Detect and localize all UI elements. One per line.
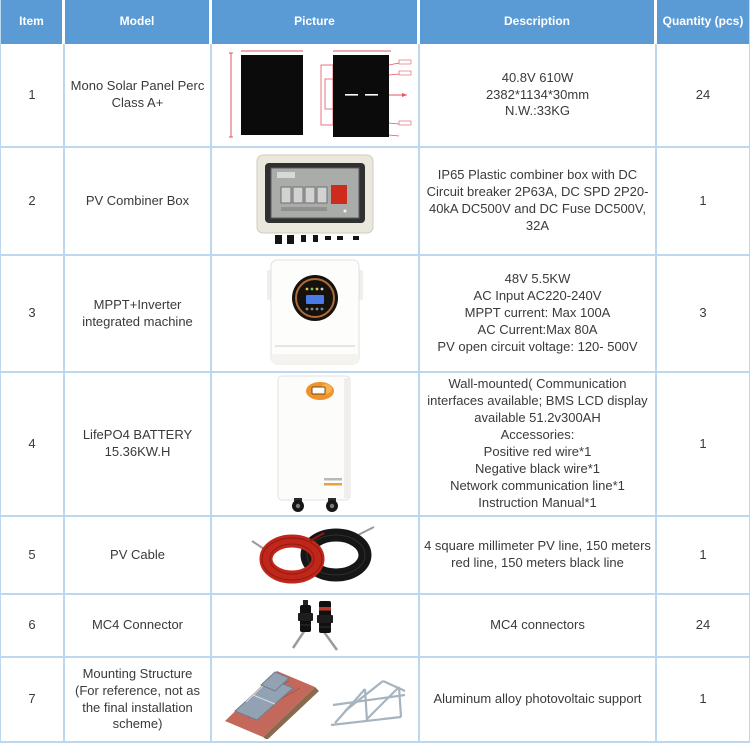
- description: MC4 connectors: [420, 595, 657, 658]
- description: Wall-mounted( Communication interfaces available; BMS LCD display available 51.2v300AH Accessories: Positive red wire*1 Negative black wire*1 Network communication line*1 Instruction Manual*1: [420, 373, 657, 517]
- roof-and-ground-mounting-structure-icon: [215, 661, 415, 739]
- description: 40.8V 610W 2382*1134*30mm N.W.:33KG: [420, 44, 657, 148]
- quantity: 1: [657, 373, 749, 517]
- item-number: 1: [1, 44, 65, 148]
- picture-cell: [212, 517, 420, 595]
- item-number: 4: [1, 373, 65, 517]
- model-name: Mono Solar Panel Perc Class A+: [65, 44, 212, 148]
- model-name: MPPT+Inverter integrated machine: [65, 256, 212, 373]
- item-number: 3: [1, 256, 65, 373]
- description: 48V 5.5KW AC Input AC220-240V MPPT current: Max 100A AC Current:Max 80A PV open circuit voltage: 120- 500V: [420, 256, 657, 373]
- table-header-row: [1, 0, 749, 44]
- wall-mounted-battery-icon: [260, 374, 370, 514]
- picture-cell: [212, 44, 420, 148]
- item-number: 5: [1, 517, 65, 595]
- picture-cell: [212, 148, 420, 256]
- hybrid-inverter-icon: [255, 258, 375, 370]
- description: 4 square millimeter PV line, 150 meters red line, 150 meters black line: [420, 517, 657, 595]
- model-name: PV Cable: [65, 517, 212, 595]
- table-row: [1, 595, 749, 658]
- model-name: LifePO4 BATTERY 15.36KW.H: [65, 373, 212, 517]
- quantity: 1: [657, 517, 749, 595]
- item-number: 2: [1, 148, 65, 256]
- model-name: MC4 Connector: [65, 595, 212, 658]
- table-row: [1, 256, 749, 373]
- quantity: 1: [657, 148, 749, 256]
- header-quantity: Quantity (pcs): [662, 14, 744, 29]
- table-row: [1, 517, 749, 595]
- item-number: 7: [1, 658, 65, 743]
- table-row: [1, 148, 749, 256]
- header-model: Model: [65, 0, 212, 44]
- table-row: [1, 44, 749, 148]
- picture-cell: [212, 256, 420, 373]
- table-row: [1, 658, 749, 743]
- pv-combiner-box-icon: [245, 153, 385, 249]
- quantity: 3: [657, 256, 749, 373]
- quantity: 24: [657, 595, 749, 658]
- picture-cell: [212, 373, 420, 517]
- model-name: PV Combiner Box: [65, 148, 212, 256]
- description: Aluminum alloy photovoltaic support: [420, 658, 657, 743]
- mc4-connectors-icon: [280, 598, 350, 654]
- red-black-cable-coils-icon: [240, 519, 390, 591]
- header-description: Description: [420, 0, 657, 44]
- description: IP65 Plastic combiner box with DC Circuit breaker 2P63A, DC SPD 2P20-40kA DC500V and DC Fuse DC500V, 32A: [420, 148, 657, 256]
- picture-cell: [212, 658, 420, 743]
- table-row: [1, 373, 749, 517]
- header-picture: Picture: [212, 0, 420, 44]
- quantity: 1: [657, 658, 749, 743]
- picture-cell: [212, 595, 420, 658]
- model-name: Mounting Structure (For reference, not as the final installation scheme): [65, 658, 212, 743]
- item-number: 6: [1, 595, 65, 658]
- solar-panel-dimension-drawing-icon: [215, 47, 415, 143]
- header-item: Item: [1, 0, 65, 44]
- quantity: 24: [657, 44, 749, 148]
